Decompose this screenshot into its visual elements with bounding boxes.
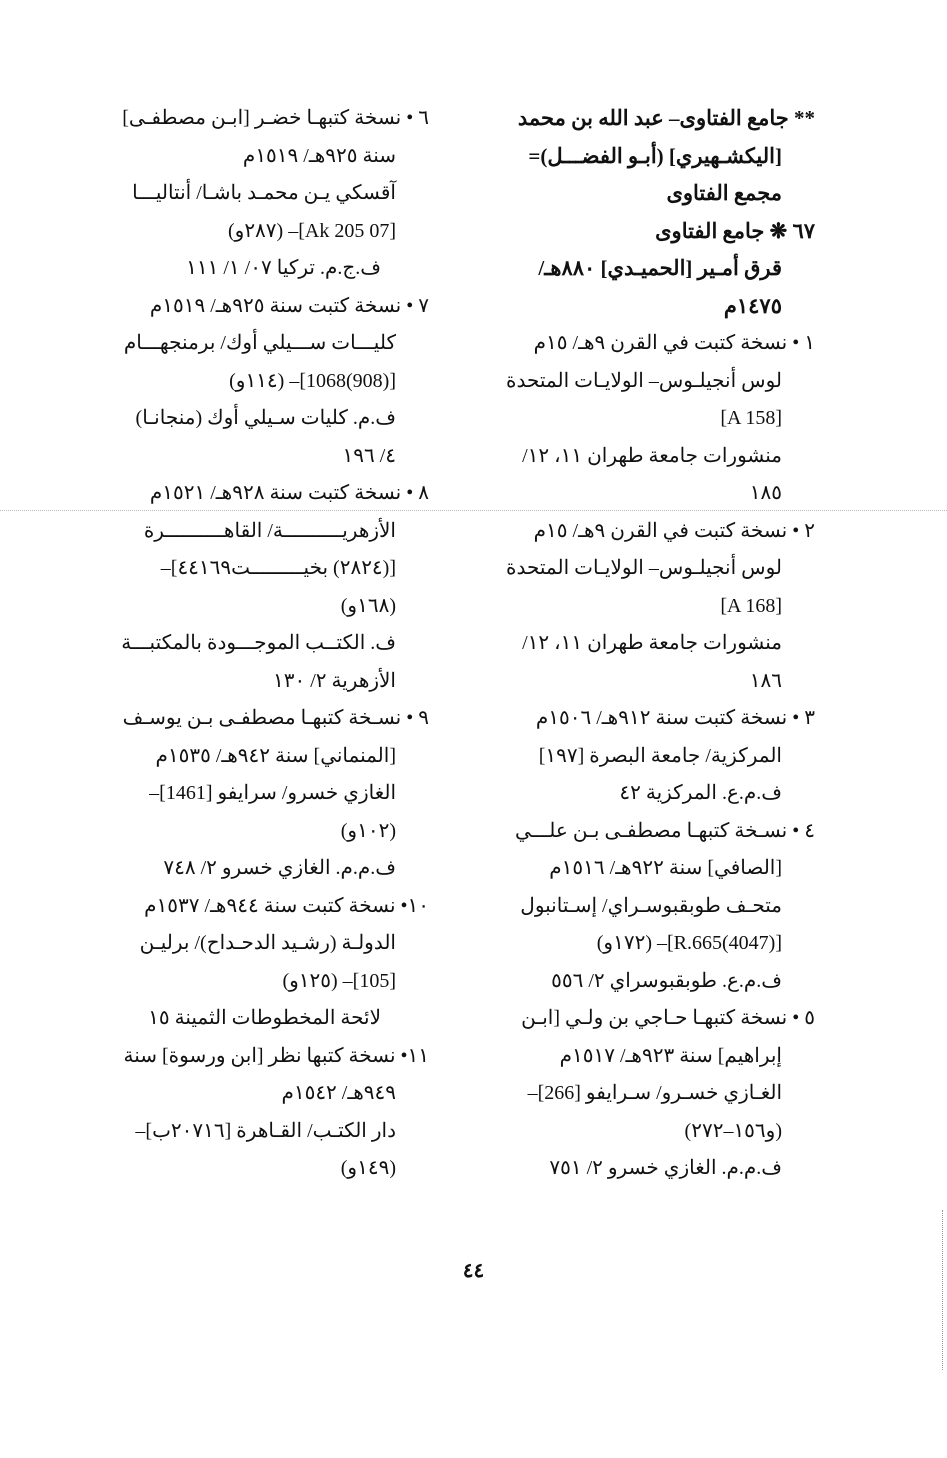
text-line: [A 158] (720, 407, 782, 429)
text-line: ١١• نسخة كتبها نظر [ابن ورسوة] سنة (123, 1044, 429, 1067)
text-line: الدولـة (رشـيد الدحـداح)/ برليـن (139, 932, 396, 954)
text-line: ف. الكتــب الموجـــودة بالمكتبـــة (121, 632, 396, 654)
text-line: ٧ • نسخة كتبت سنة ٩٢٥هـ/ ١٥١٩م (149, 294, 429, 317)
text-line: الأزهرية ٢/ ١٣٠ (272, 669, 396, 692)
text-line: الأزهريــــــــــة/ القاهــــــــــرة (143, 519, 396, 542)
text-line: لائحة المخطوطات الثمينة ١٥ (148, 1007, 381, 1029)
text-line: دار الكتـب/ القـاهرة [٢٠٧١٦ب]– (135, 1119, 396, 1142)
left-column (84, 100, 429, 1188)
text-line: (و١٥٦–٢٧٢) (684, 1119, 782, 1142)
text-line: متحـف طوبقبوسـراي/ إسـتانبول (520, 894, 782, 917)
text-line: ١٠• نسخة كتبت سنة ٩٤٤هـ/ ١٥٣٧م (144, 894, 429, 917)
text-line: ف.م.ع. المركزية ٤٢ (619, 782, 782, 804)
text-line: منشورات جامعة طهران ١١، ١٢/ (522, 444, 782, 467)
text-line: ٥ • نسخة كتبهـا حـاجي بن ولـي [ابـن (521, 1007, 815, 1029)
text-line: (١٤٩و) (340, 1157, 396, 1179)
text-line: [اليكشـهيري] (أبـو الفضـــل)= (528, 143, 782, 168)
right-column (470, 100, 815, 1188)
page-number: ٤٤ (462, 1260, 485, 1282)
text-line: [105]– (١٢٥و) (282, 969, 396, 992)
text-line: ف.م.م. الغازي خسرو ٢/ ٧٥١ (549, 1157, 782, 1179)
text-line: ١ • نسخة كتبت في القرن ٩هـ/ ١٥م (533, 332, 815, 354)
text-line: المركزية/ جامعة البصرة [١٩٧] (538, 744, 782, 767)
text-line: (١٠٢و) (340, 819, 396, 842)
text-line: ف.م. كليات سـيلي أوك (منجانـا) (135, 407, 396, 429)
text-line: [(4047)R.665]– (١٧٢و) (596, 932, 782, 954)
text-line: ١٨٥ (749, 482, 782, 504)
text-line: ١٤٧٥م (723, 293, 782, 318)
text-line: ف.م.م. الغازي خسرو ٢/ ٧٤٨ (163, 857, 396, 879)
text-line: سنة ٩٢٥هـ/ ١٥١٩م (242, 144, 396, 167)
text-line: [(908)1068]– (١١٤و) (229, 369, 396, 392)
text-line: قرق أمـير [الحميـدي] ٨٨٠هـ/ (538, 256, 782, 280)
text-line: ف.م.ع. طوبقبوسراي ٢/ ٥٥٦ (551, 969, 782, 992)
text-line: ٦ • نسخة كتبهـا خضـر [ابـن مصطفـى] (122, 107, 429, 129)
text-line: لوس أنجيلـوس– الولايـات المتحدة (505, 369, 782, 392)
scan-dotted-line (0, 510, 947, 511)
text-line: ٩ • نسـخة كتبهـا مصطفـى بـن يوسـف (122, 707, 429, 729)
text-line: [(٢٨٢٤) بخيـــــــــت٤٤١٦٩]– (160, 557, 396, 579)
text-line: ٣ • نسخة كتبت سنة ٩١٢هـ/ ١٥٠٦م (535, 707, 815, 729)
text-line: مجمع الفتاوى (666, 181, 782, 205)
text-line: آقسكي يـن محمـد باشـا/ أنتاليـــا (132, 182, 396, 204)
text-line: ٤ • نسـخة كتبهـا مصطفـى بـن علـــي (515, 819, 815, 842)
text-line: ١٨٦ (749, 669, 782, 692)
text-line: ٤/ ١٩٦ (342, 444, 396, 467)
text-line: لوس أنجيلـوس– الولايـات المتحدة (505, 557, 782, 579)
text-line: [A 168] (720, 594, 782, 617)
text-line: [المنماني] سنة ٩٤٢هـ/ ١٥٣٥م (155, 744, 396, 767)
text-line: ٩٤٩هـ/ ١٥٤٢م (281, 1082, 396, 1104)
text-line: ٢ • نسخة كتبت في القرن ٩هـ/ ١٥م (533, 519, 815, 542)
text-line: ٨ • نسخة كتبت سنة ٩٢٨هـ/ ١٥٢١م (149, 482, 429, 504)
text-line: إبراهيم] سنة ٩٢٣هـ/ ١٥١٧م (559, 1044, 782, 1067)
text-line: (١٦٨و) (340, 594, 396, 617)
text-line: ف.ج.م. تركيا ٠٧/ ١/ ١١١ (186, 257, 381, 279)
text-line: ٦٧ ❋ جامع الفتاوى (655, 218, 815, 243)
text-line: [07 Ak 205]– (٢٨٧و) (227, 219, 396, 242)
text-line: الغـازي خسـرو/ سـرايفو [266]– (527, 1082, 782, 1104)
text-line: [الصافي] سنة ٩٢٢هـ/ ١٥١٦م (549, 857, 782, 879)
text-line: ** جامع الفتاوى– عبد الله بن محمد (517, 106, 815, 130)
text-line: الغازي خسرو/ سرايفو [1461]– (149, 782, 396, 804)
text-line: كليـــات ســـيلي أوك/ برمنجهـــام (123, 332, 396, 354)
text-line: منشورات جامعة طهران ١١، ١٢/ (522, 632, 782, 654)
scan-edge-mark (942, 1210, 943, 1370)
